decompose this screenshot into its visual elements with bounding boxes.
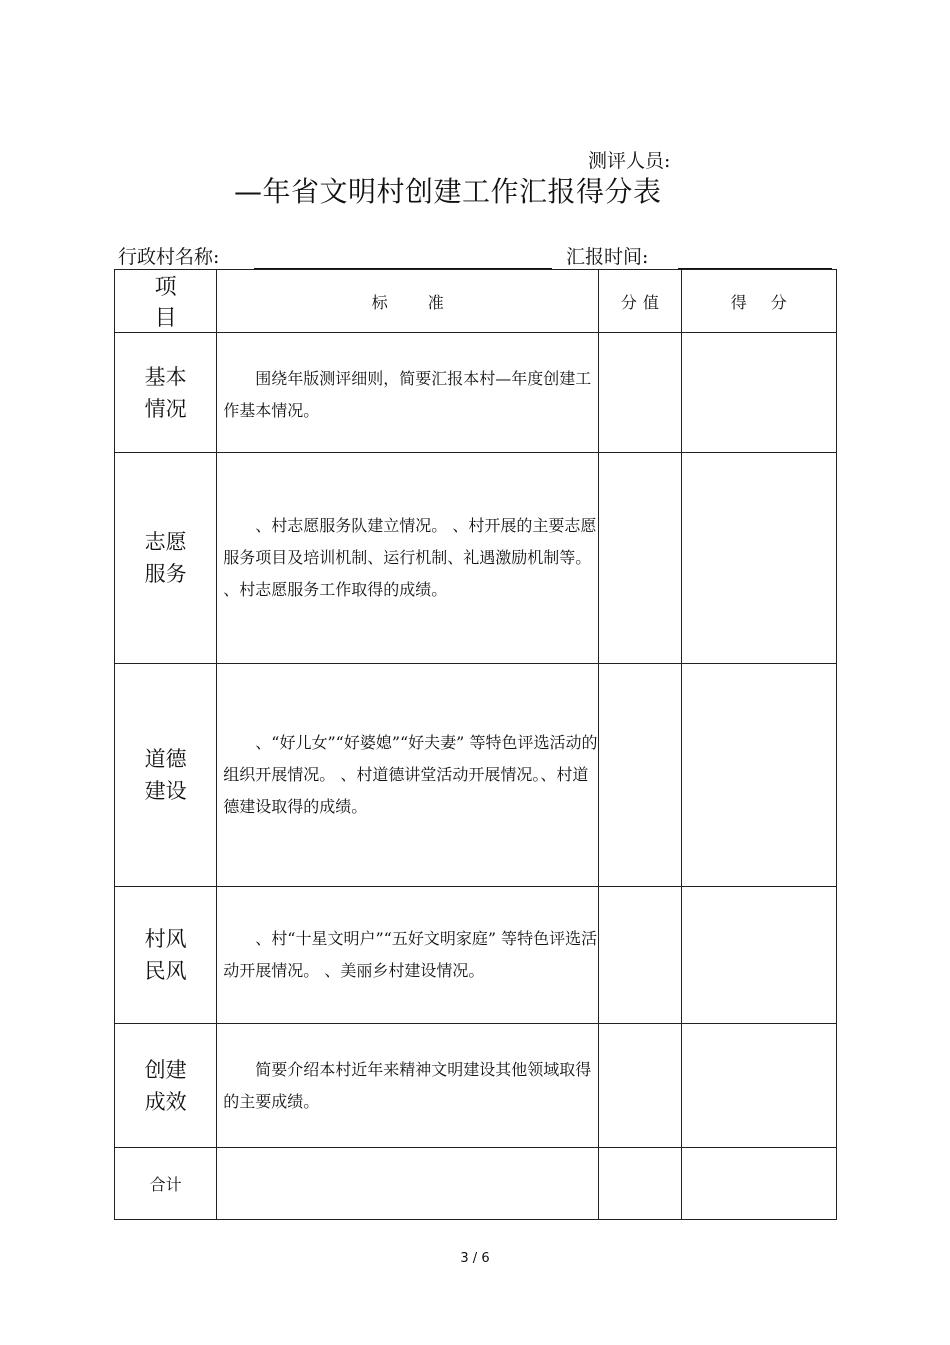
table-row	[115, 333, 837, 453]
column-header-item: 项目	[115, 270, 217, 333]
total-label: 合计	[115, 1148, 217, 1220]
row-item-line: 村风	[144, 927, 187, 951]
row-item-line: 志愿	[144, 530, 187, 554]
page-title: —年省文明村创建工作汇报得分表	[234, 175, 662, 208]
row-item-line: 创建	[144, 1057, 187, 1082]
row-criteria: 、村志愿服务队建立情况。 、村开展的主要志愿服务项目及培训机制、运行机制、礼遇激励机制等。 、村志愿服务工作取得的成绩。	[217, 453, 599, 664]
row-item	[115, 887, 217, 1024]
row-score-cell[interactable]	[681, 1024, 836, 1148]
row-score-value-cell[interactable]	[599, 664, 681, 887]
row-item-line: 道德	[144, 747, 187, 771]
row-score-value-cell[interactable]	[599, 453, 681, 664]
table-row	[115, 664, 837, 887]
row-item	[115, 333, 217, 453]
row-criteria: 、“好儿女”“好婆媳”“好夫妻” 等特色评选活动的组织开展情况。 、村道德讲堂活动开展情况。、村道德建设取得的成绩。	[217, 664, 599, 887]
row-item	[115, 453, 217, 664]
village-name-label: 行政村名称:	[118, 246, 220, 268]
total-score-value-cell[interactable]	[599, 1148, 681, 1220]
table-row	[115, 1024, 837, 1148]
row-criteria: 简要介绍本村近年来精神文明建设其他领域取得的主要成绩。	[217, 1024, 599, 1148]
row-item-line: 情况	[144, 396, 187, 421]
row-score-value-cell[interactable]	[599, 887, 681, 1024]
row-score-cell[interactable]	[681, 664, 836, 887]
row-item-line: 成效	[144, 1089, 187, 1114]
row-item-line: 建设	[144, 779, 187, 803]
row-item-line: 民风	[144, 959, 187, 983]
table-row	[115, 887, 837, 1024]
row-score-cell[interactable]	[681, 333, 836, 453]
column-header-score: 得分	[681, 270, 836, 333]
row-item-line: 基本	[144, 364, 187, 389]
total-score-cell[interactable]	[681, 1148, 836, 1220]
score-table	[114, 269, 837, 1220]
page-indicator: 3 / 6	[460, 1251, 490, 1266]
row-item	[115, 664, 217, 887]
row-score-value-cell[interactable]	[599, 1024, 681, 1148]
row-score-cell[interactable]	[681, 887, 836, 1024]
row-criteria: 、村“十星文明户”“五好文明家庭” 等特色评选活动开展情况。 、美丽乡村建设情况。	[217, 887, 599, 1024]
column-header-criteria: 标准	[217, 270, 599, 333]
row-criteria: 围绕年版测评细则，简要汇报本村—年度创建工作基本情况。	[217, 333, 599, 453]
report-time-label: 汇报时间:	[566, 246, 649, 268]
row-item	[115, 1024, 217, 1148]
table-row	[115, 453, 837, 664]
row-score-value-cell[interactable]	[599, 333, 681, 453]
total-criteria-cell	[217, 1148, 599, 1220]
row-item-line: 服务	[144, 562, 187, 586]
column-header-score-value: 分值	[599, 270, 681, 333]
table-header-row	[115, 270, 837, 333]
total-row	[115, 1148, 837, 1220]
evaluator-label: 测评人员:	[588, 150, 671, 172]
row-score-cell[interactable]	[681, 453, 836, 664]
